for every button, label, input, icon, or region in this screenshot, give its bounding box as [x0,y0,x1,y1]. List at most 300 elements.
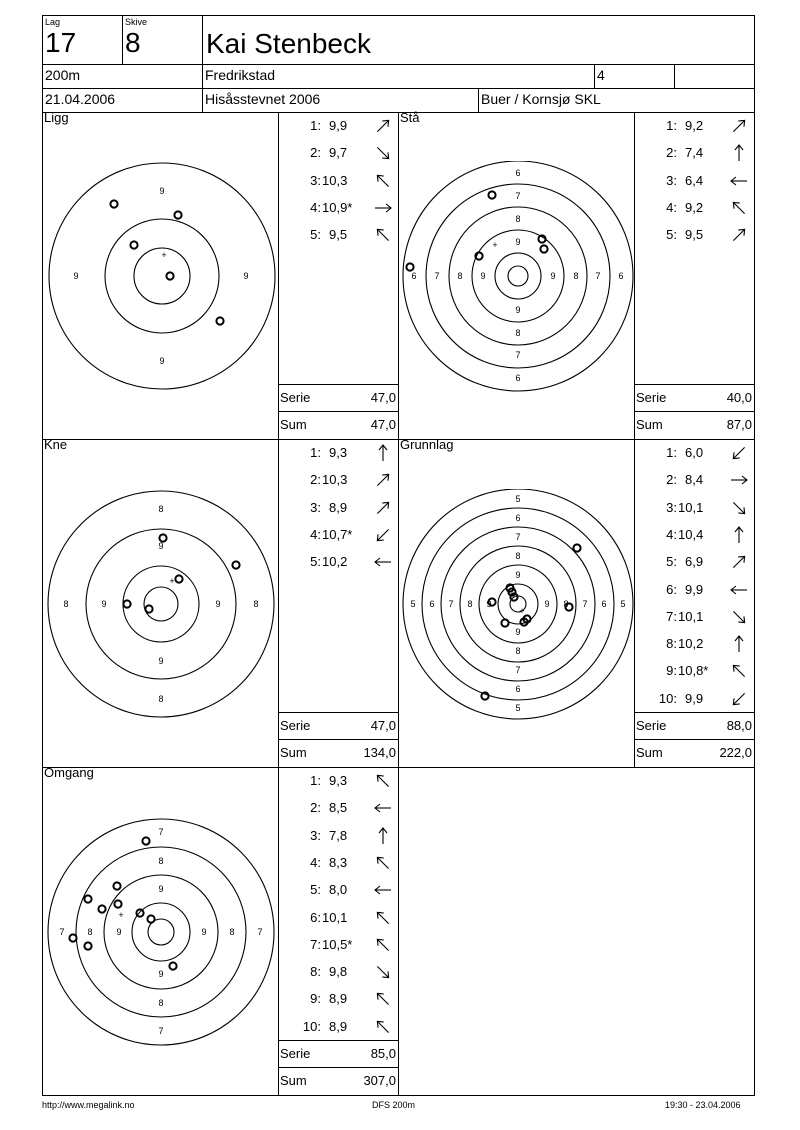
shot-hole [84,942,91,949]
ring-number: 5 [515,703,521,713]
direction-arrow-icon [372,170,394,192]
ring-number: 8 [158,504,164,514]
ring [508,266,528,286]
direction-arrow-icon [728,551,750,573]
shot-value: 9,3 [329,445,348,460]
direction-arrow-icon [372,551,394,573]
direction-arrow-icon [728,688,750,710]
shot-number: 4: [666,526,677,542]
event-cell [202,88,479,113]
panel-sta-target-area [398,112,635,440]
ring-number: 8 [63,599,69,609]
ring-number: 9 [243,271,249,281]
shot-hole [216,317,223,324]
shot-hole [166,272,173,279]
shot-row [279,141,398,165]
shot-row [279,441,398,465]
shot-row [279,550,398,574]
shot-hole [481,692,488,699]
serie-total-label: Serie [280,718,311,733]
direction-arrow-icon [728,524,750,546]
center-mark: + [492,240,498,250]
shot-number: 2: [666,472,677,488]
center-mark: + [169,576,175,586]
ring-number: 9 [215,599,221,609]
ring-number: 9 [158,969,164,979]
shooter-name: Kai Stenbeck [206,28,371,59]
sum-total [278,411,399,437]
target-ligg [47,161,277,391]
serie-total [278,384,399,410]
serie-total [634,384,755,410]
target-grunnlag [402,489,634,721]
header-name-cell [202,15,755,65]
skive-label: Skive [125,17,148,27]
shot-row [279,1015,398,1039]
panel-title: Omgang [44,765,94,780]
ring-number: 6 [429,599,435,609]
ring-number: 7 [257,927,263,937]
shot-number: 6: [310,909,321,925]
direction-arrow-icon [728,497,750,519]
panel-title: Ligg [44,110,69,125]
shot-hole [142,837,149,844]
shot-value: 7,4 [685,145,704,161]
ring-number: 9 [158,656,164,666]
shot-hole [147,915,154,922]
shot-hole [130,241,137,248]
direction-arrow-icon [372,770,394,792]
ring-number: 9 [515,570,521,580]
shot-number: 9: [310,991,321,1007]
shot-row [635,632,754,656]
ring-number: 7 [515,191,521,201]
serie-total-label: Serie [280,1046,311,1061]
ring-number: 9 [480,271,486,281]
shot-value: 9,5 [685,227,704,243]
ring-number: 6 [515,513,521,523]
ring-number: 8 [253,599,259,609]
shot-value: 9,9 [685,581,704,597]
serie-total-value: 47,0 [370,390,396,405]
ring-number: 8 [229,927,235,937]
ring-number: 7 [448,599,454,609]
ring-number: 6 [515,168,521,178]
ring [123,566,199,642]
ring-number: 5 [515,494,521,504]
shot-hole [406,263,413,270]
ring-number: 8 [563,599,569,609]
ring-number: 7 [59,927,65,937]
ring-number: 7 [582,599,588,609]
shot-row [279,196,398,220]
direction-arrow-icon [728,442,750,464]
shot-number: 8: [310,964,321,980]
distance: 200m [45,67,81,83]
shot-row [279,796,398,820]
direction-arrow-icon [372,1016,394,1038]
ring-number: 8 [573,271,579,281]
direction-arrow-icon [728,633,750,655]
skive-value: 8 [125,27,141,58]
ring-number: 8 [457,271,463,281]
sum-total-value: 47,0 [370,417,396,432]
shot-hole [174,211,181,218]
ring-number: 6 [601,599,607,609]
shot-value: 10,3 [322,472,348,488]
shot-number: 2: [666,145,677,161]
distance-cell [42,64,203,89]
header-skive-cell [122,15,203,65]
panel-omgang-target-area [42,767,279,1096]
shot-value: 9,2 [685,199,704,215]
shot-row [279,496,398,520]
shot-row [635,578,754,602]
shot-number: 1: [310,773,321,788]
ring [132,903,190,961]
shot-number: 4: [310,526,321,542]
ring-number: 8 [158,694,164,704]
shot-row [635,659,754,683]
direction-arrow-icon [728,224,750,246]
shot-value: 10,8* [678,663,709,679]
shot-value: 9,8 [329,964,348,980]
ring-number: 8 [467,599,473,609]
shot-value: 10,4 [678,526,704,542]
direction-arrow-icon [372,961,394,983]
club-place: Fredrikstad [205,67,276,83]
direction-arrow-icon [372,142,394,164]
direction-arrow-icon [372,988,394,1010]
ring-number: 7 [158,827,164,837]
shot-number: 4: [666,199,677,215]
header-lag-cell [42,15,123,65]
ring-number: 8 [515,551,521,561]
shot-row [279,223,398,247]
shot-value: 8,0 [329,882,348,898]
sum-total [634,739,755,765]
target-sta [402,161,634,393]
shot-hole [145,605,152,612]
shot-hole [175,575,182,582]
ring-number: 9 [486,599,492,609]
ring-number: 5 [410,599,416,609]
panel-title: Grunnlag [400,437,454,452]
direction-arrow-icon [728,170,750,192]
shot-value: 9,9 [685,690,704,706]
ring-number: 9 [515,627,521,637]
panel-kne-target-area [42,439,279,768]
ring [76,847,246,1017]
shot-number: 3: [310,499,321,515]
shot-row [279,906,398,930]
shot-hole [232,561,239,568]
shot-value: 9,7 [329,145,348,161]
lag-value: 17 [45,27,77,58]
shot-row [279,824,398,848]
shot-number: 7: [310,936,321,952]
shot-row [279,169,398,193]
ring-number: 8 [515,328,521,338]
direction-arrow-icon [728,142,750,164]
shot-hole [113,882,120,889]
ring-number: 7 [515,350,521,360]
center-mark: + [118,910,124,920]
sum-total-value: 87,0 [726,417,752,432]
ring-number: 6 [515,373,521,383]
shot-row [635,496,754,520]
ring-number: 8 [515,214,521,224]
target-kne [47,489,277,719]
shot-hole [501,619,508,626]
shot-value: 8,4 [685,472,704,488]
shot-row [635,523,754,547]
ring [426,184,610,368]
panel-grunnlag-shots [634,439,755,768]
shot-row [279,878,398,902]
club-cell [202,64,595,89]
shot-value: 8,9 [329,1018,348,1034]
shot-number: 6: [666,581,677,597]
ring [495,253,541,299]
shot-number: 5: [310,882,321,898]
footer-timestamp: 19:30 - 23.04.2006 [665,1100,741,1110]
shot-number: 10: [302,1018,321,1034]
direction-arrow-icon [728,579,750,601]
direction-arrow-icon [372,852,394,874]
lag-label: Lag [45,17,61,27]
serie-total-label: Serie [280,390,311,405]
target-omgang [47,817,277,1047]
ring-number: 7 [515,665,521,675]
shot-row [279,523,398,547]
panel-title: Stå [400,110,420,125]
ring-number: 5 [620,599,626,609]
shot-number: 2: [310,145,321,161]
ring-number: 8 [158,856,164,866]
shot-value: 10,1 [322,909,348,925]
direction-arrow-icon [372,224,394,246]
direction-arrow-icon [372,934,394,956]
serie-total [634,712,755,738]
shot-value: 9,2 [685,118,704,133]
shot-number: 3: [310,172,321,188]
panel-grunnlag-target-area [398,439,635,768]
shot-hole [123,600,130,607]
shot-value: 8,9 [329,991,348,1007]
center-mark: + [161,250,167,260]
sum-total-label: Sum [280,1073,307,1088]
shot-hole [69,934,76,941]
shot-value: 10,9* [322,199,353,215]
ring-number: 9 [73,271,79,281]
shot-number: 1: [310,445,321,460]
direction-arrow-icon [372,469,394,491]
ring-number: 9 [159,186,165,196]
shot-hole [114,900,121,907]
date: 21.04.2006 [45,91,116,107]
shot-number: 2: [310,472,321,488]
direction-arrow-icon [372,797,394,819]
shot-value: 8,5 [329,800,348,816]
shot-number: 1: [310,118,321,133]
event-name: Hisåsstevnet 2006 [205,91,321,107]
footer-url: http://www.megalink.no [42,1100,135,1110]
shot-hole [540,245,547,252]
ring-number: 7 [434,271,440,281]
serie-total-value: 88,0 [726,718,752,733]
empty-area [398,767,755,1096]
shot-row [635,468,754,492]
shot-number: 2: [310,800,321,816]
ring-number: 9 [159,356,165,366]
shot-row [635,223,754,247]
panel-ligg-target-area [42,112,279,440]
ring [144,587,178,621]
ring-number: 9 [101,599,107,609]
shot-value: 10,2 [678,636,704,652]
direction-arrow-icon [728,469,750,491]
serie-total [278,712,399,738]
shot-hole [169,962,176,969]
ring [48,819,274,1045]
shot-number: 4: [310,854,321,870]
ring-number: 9 [515,237,521,247]
shot-hole [136,909,143,916]
ring [449,207,587,345]
sum-total [278,739,399,765]
shot-row [279,851,398,875]
shot-row [635,169,754,193]
sum-total-value: 307,0 [363,1073,396,1088]
shot-value: 10,1 [678,608,704,624]
extra-cell [674,64,755,89]
direction-arrow-icon [372,197,394,219]
shot-value: 8,3 [329,854,348,870]
direction-arrow-icon [372,497,394,519]
serie-total-label: Serie [636,390,667,405]
panel-ligg-shots [278,112,399,440]
shot-row [279,933,398,957]
ring-number: 9 [515,305,521,315]
center-mark: + [519,606,525,616]
shot-number: 1: [666,445,677,460]
direction-arrow-icon [372,524,394,546]
shot-value: 10,2 [322,554,348,570]
shot-value: 10,5* [322,936,353,952]
class-cell [594,64,675,89]
ring-number: 9 [158,884,164,894]
shot-row [635,687,754,711]
shot-value: 8,9 [329,499,348,515]
shot-number: 3: [666,172,677,188]
shot-row [279,987,398,1011]
shot-row [635,550,754,574]
footer-system: DFS 200m [372,1100,416,1110]
ring-number: 8 [515,646,521,656]
shot-number: 5: [666,227,677,243]
sum-total-label: Sum [636,745,663,760]
ring-number: 6 [618,271,624,281]
ring [498,584,538,624]
shot-hole [488,191,495,198]
shot-hole [84,895,91,902]
shot-row [279,468,398,492]
shot-row [635,141,754,165]
panel-title: Kne [44,437,68,452]
ring-number: 7 [515,532,521,542]
shot-number: 10: [658,690,677,706]
ring-number: 8 [158,998,164,1008]
shot-value: 6,0 [685,445,704,460]
shot-hole [98,905,105,912]
shot-number: 8: [666,636,677,652]
direction-arrow-icon [728,197,750,219]
sum-total-label: Sum [280,417,307,432]
shot-number: 1: [666,118,677,133]
serie-total [278,1040,399,1066]
shot-row [279,114,398,138]
ring-number: 9 [201,927,207,937]
shot-value: 9,9 [329,118,348,133]
ring-number: 9 [158,541,164,551]
ring-number: 9 [544,599,550,609]
direction-arrow-icon [372,907,394,929]
direction-arrow-icon [728,660,750,682]
sum-total-label: Sum [636,417,663,432]
shot-hole [573,544,580,551]
organizer: Buer / Kornsjø SKL [481,91,601,107]
ring [460,546,576,662]
direction-arrow-icon [728,606,750,628]
ring-number: 6 [515,684,521,694]
shot-number: 9: [666,663,677,679]
ring [48,491,274,717]
shot-number: 5: [666,554,677,570]
serie-total-value: 47,0 [370,718,396,733]
serie-total-value: 85,0 [370,1046,396,1061]
organizer-cell [478,88,755,113]
class-value: 4 [597,67,605,83]
direction-arrow-icon [372,825,394,847]
sum-total [634,411,755,437]
shot-number: 3: [310,827,321,843]
shot-value: 10,1 [678,499,704,515]
sum-total-value: 222,0 [719,745,752,760]
ring-number: 9 [116,927,122,937]
ring-number: 7 [158,1026,164,1036]
direction-arrow-icon [728,115,750,137]
shot-number: 7: [666,608,677,624]
shot-value: 9,5 [329,227,348,243]
shot-number: 4: [310,199,321,215]
sum-total-value: 134,0 [363,745,396,760]
sum-total [278,1067,399,1093]
shot-value: 6,9 [685,554,704,570]
panel-sta-shots [634,112,755,440]
shot-row [635,441,754,465]
shot-value: 6,4 [685,172,704,188]
shot-number: 3: [666,499,677,515]
direction-arrow-icon [372,442,394,464]
serie-total-value: 40,0 [726,390,752,405]
panel-kne-shots [278,439,399,768]
shot-row [635,196,754,220]
shot-row [279,769,398,793]
serie-total-label: Serie [636,718,667,733]
panel-omgang-shots [278,767,399,1096]
ring-number: 7 [595,271,601,281]
